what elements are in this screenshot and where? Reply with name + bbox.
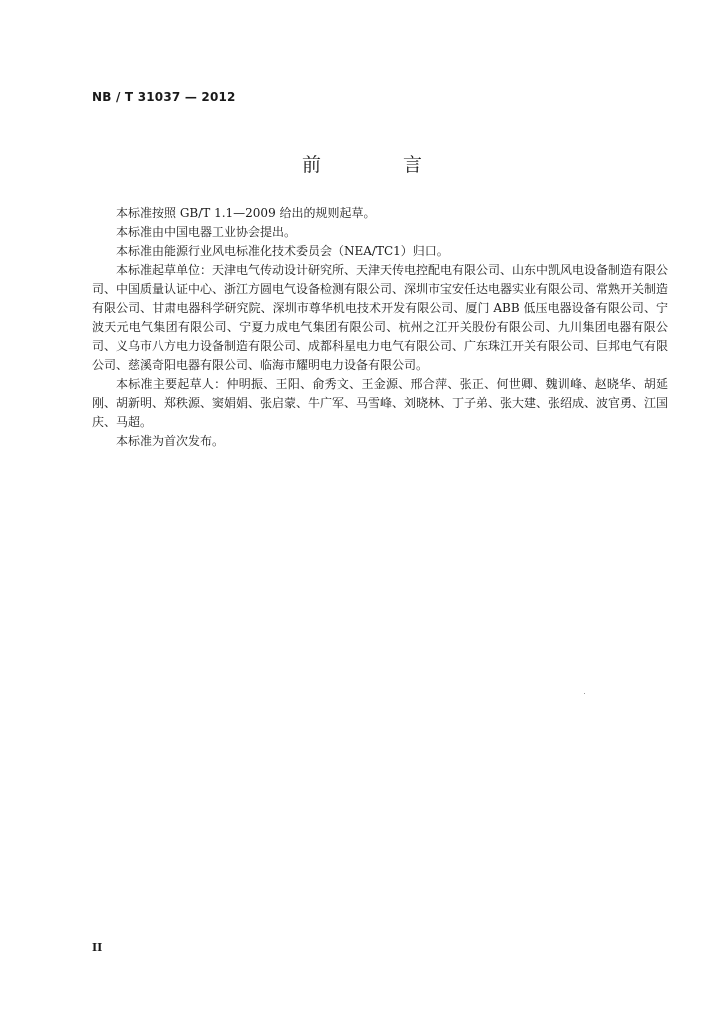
page-number: II [92, 941, 103, 954]
scan-speck [584, 693, 585, 694]
paragraph-drafting-organizations: 本标准起草单位：天津电气传动设计研究所、天津天传电控配电有限公司、山东中凯风电设备制造有限公司、中国质量认证中心、浙江方圆电气设备检测有限公司、深圳市宝安任达电器实业有限公司、常熟开关制造有限公司、甘肃电器科学研究院、深圳市尊华机电技术开发有限公司、厦门 ABB 低压电器设备有限公司、宁波天元电气集团有限公司、宁夏力成电气集团有限公司、杭州之江开关股份有限公司、九川集团电器有限公司、义乌市八方电力设备制造有限公司、成都科星电力电气有限公司、广东珠江开关有限公司、巨邦电气有限公司、慈溪奇阳电器有限公司、临海市耀明电力设备有限公司。 [92, 263, 669, 372]
paragraph-proposer: 本标准由中国电器工业协会提出。 [116, 225, 297, 239]
standard-code-header: NB / T 31037 — 2012 [92, 90, 236, 104]
paragraph-drafters: 本标准主要起草人：仲明振、王阳、俞秀文、王金源、邢合萍、张正、何世卿、魏训峰、赵晓华、胡延刚、胡新明、郑秩源、窦娟娟、张启蒙、牛广军、马雪峰、刘晓林、丁子弟、张大建、张绍成、波官勇、江国庆、马超。 [92, 377, 669, 429]
foreword-title: 前 言 [301, 154, 461, 176]
paragraph-committee: 本标准由能源行业风电标准化技术委员会（NEA/TC1）归口。 [116, 244, 449, 258]
paragraph-first-issue: 本标准为首次发布。 [116, 434, 225, 448]
foreword-body [92, 204, 668, 451]
paragraph-drafting-rules: 本标准按照 GB/T 1.1—2009 给出的规则起草。 [116, 206, 376, 220]
